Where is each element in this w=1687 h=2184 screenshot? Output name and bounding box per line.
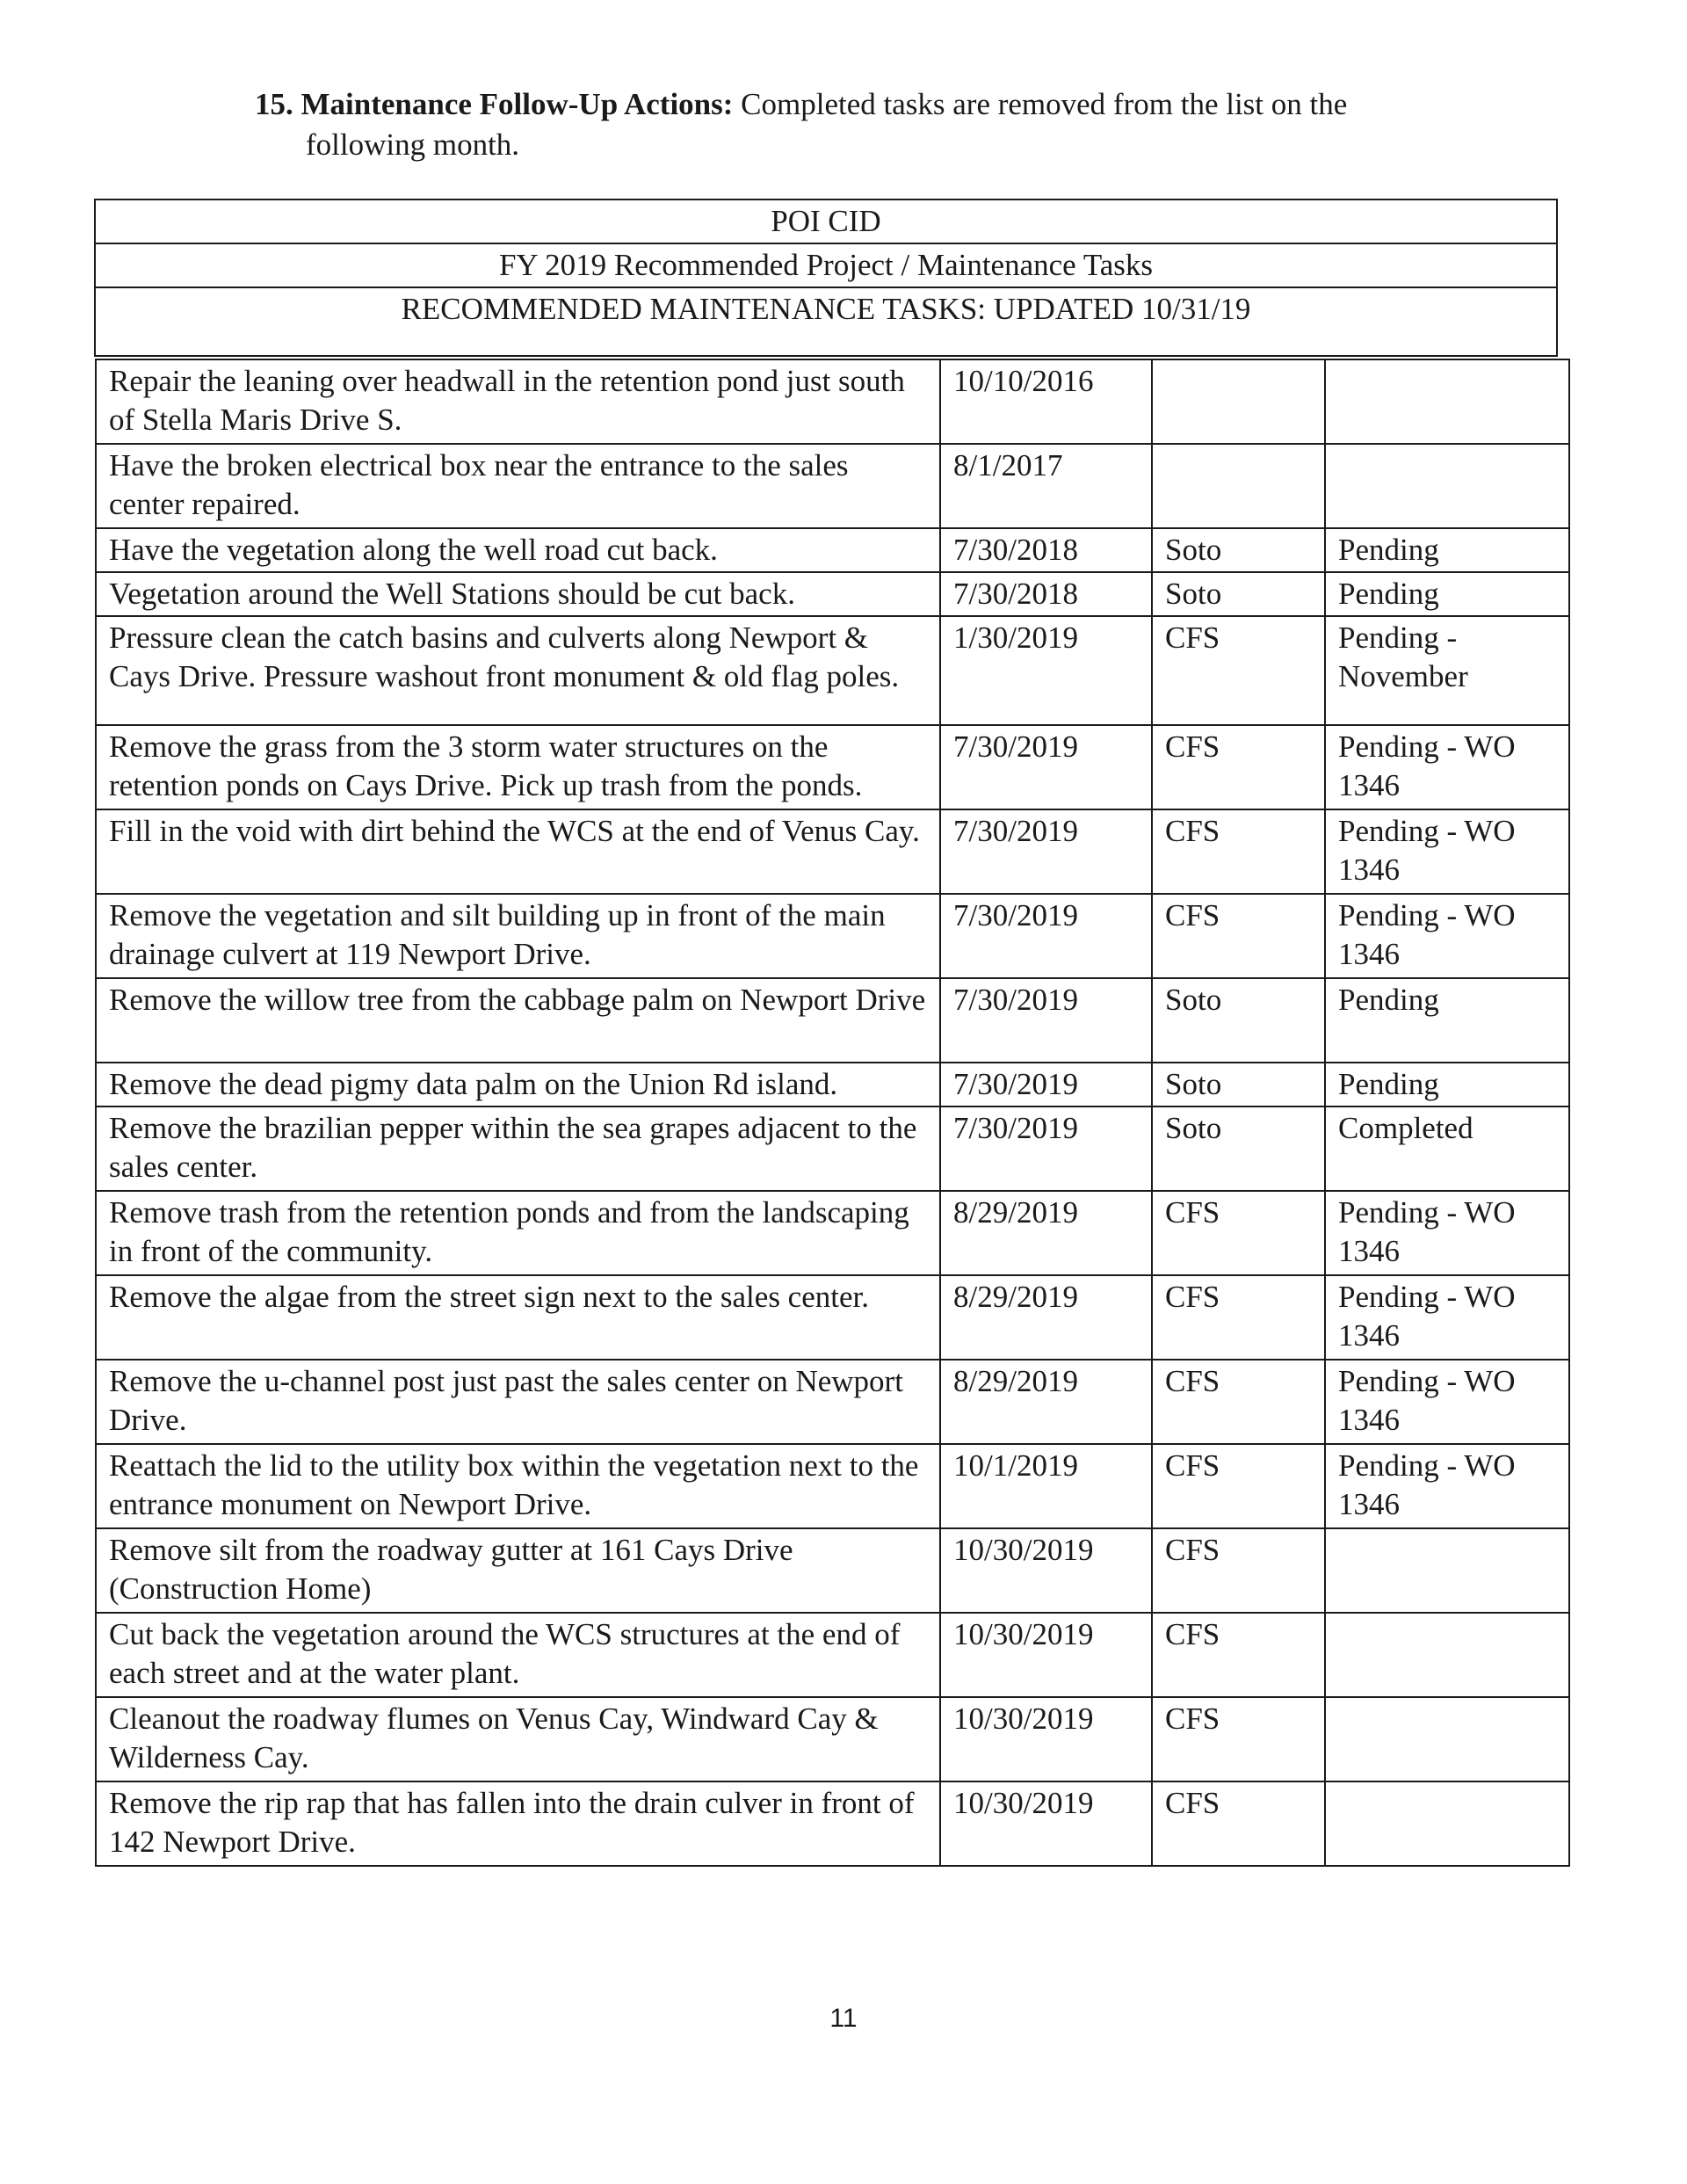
task-cell: Remove trash from the retention ponds and from the landscaping in front of the community.: [96, 1191, 940, 1275]
table-header-box: [94, 199, 1558, 357]
assigned-cell: CFS: [1152, 809, 1325, 894]
table-row: [96, 1275, 1569, 1360]
task-cell: Fill in the void with dirt behind the WCS at the end of Venus Cay.: [96, 809, 940, 894]
table-row: [96, 978, 1569, 1063]
status-cell: Pending - WO 1346: [1325, 1444, 1569, 1528]
section-title: 15. Maintenance Follow-Up Actions:: [255, 87, 734, 121]
assigned-cell: [1152, 359, 1325, 444]
assigned-cell: CFS: [1152, 1528, 1325, 1613]
date-cell: 7/30/2019: [940, 1107, 1152, 1191]
date-cell: 7/30/2019: [940, 725, 1152, 809]
assigned-cell: Soto: [1152, 1107, 1325, 1191]
assigned-cell: CFS: [1152, 1360, 1325, 1444]
date-cell: 7/30/2019: [940, 1063, 1152, 1107]
assigned-cell: Soto: [1152, 1063, 1325, 1107]
section-heading: [255, 84, 1502, 165]
assigned-cell: CFS: [1152, 1781, 1325, 1866]
table-row: [96, 444, 1569, 528]
task-cell: Have the broken electrical box near the entrance to the sales center repaired.: [96, 444, 940, 528]
date-cell: 10/30/2019: [940, 1528, 1152, 1613]
assigned-cell: CFS: [1152, 1613, 1325, 1697]
table-row: [96, 528, 1569, 572]
date-cell: 8/29/2019: [940, 1191, 1152, 1275]
status-cell: Pending - WO 1346: [1325, 725, 1569, 809]
task-cell: Cut back the vegetation around the WCS structures at the end of each street and at the water plant.: [96, 1613, 940, 1697]
task-cell: Repair the leaning over headwall in the retention pond just south of Stella Maris Drive S.: [96, 359, 940, 444]
table-row: [96, 894, 1569, 978]
table-row: [96, 725, 1569, 809]
assigned-cell: CFS: [1152, 1275, 1325, 1360]
date-cell: 10/30/2019: [940, 1613, 1152, 1697]
status-cell: Pending - WO 1346: [1325, 1275, 1569, 1360]
date-cell: 8/29/2019: [940, 1275, 1152, 1360]
status-cell: Pending - WO 1346: [1325, 1191, 1569, 1275]
date-cell: 1/30/2019: [940, 616, 1152, 725]
status-cell: Pending - November: [1325, 616, 1569, 725]
table-header-poi: POI CID: [96, 200, 1556, 244]
status-cell: [1325, 1781, 1569, 1866]
status-cell: [1325, 1528, 1569, 1613]
section-description: Completed tasks are removed from the list on the: [733, 87, 1348, 121]
date-cell: 7/30/2018: [940, 528, 1152, 572]
date-cell: 8/1/2017: [940, 444, 1152, 528]
status-cell: Pending: [1325, 572, 1569, 616]
status-cell: [1325, 359, 1569, 444]
assigned-cell: Soto: [1152, 978, 1325, 1063]
status-cell: Pending - WO 1346: [1325, 1360, 1569, 1444]
assigned-cell: Soto: [1152, 572, 1325, 616]
assigned-cell: CFS: [1152, 1697, 1325, 1781]
status-cell: Pending - WO 1346: [1325, 809, 1569, 894]
status-cell: Completed: [1325, 1107, 1569, 1191]
task-cell: Remove the rip rap that has fallen into the drain culver in front of 142 Newport Drive.: [96, 1781, 940, 1866]
table-header-updated: RECOMMENDED MAINTENANCE TASKS: UPDATED 10/31/19: [401, 292, 1251, 326]
date-cell: 10/30/2019: [940, 1697, 1152, 1781]
date-cell: 10/30/2019: [940, 1781, 1152, 1866]
task-cell: Remove the algae from the street sign next to the sales center.: [96, 1275, 940, 1360]
status-cell: Pending: [1325, 978, 1569, 1063]
section-description-continued: following month.: [306, 127, 520, 162]
assigned-cell: CFS: [1152, 894, 1325, 978]
assigned-cell: [1152, 444, 1325, 528]
task-cell: Remove the vegetation and silt building up in front of the main drainage culvert at 119 Newport Drive.: [96, 894, 940, 978]
assigned-cell: CFS: [1152, 725, 1325, 809]
task-cell: Remove the dead pigmy data palm on the Union Rd island.: [96, 1063, 940, 1107]
status-cell: Pending: [1325, 528, 1569, 572]
table-row: [96, 1107, 1569, 1191]
table-header-fy: FY 2019 Recommended Project / Maintenance Tasks: [96, 244, 1556, 288]
status-cell: [1325, 444, 1569, 528]
page-number: 11: [829, 2004, 858, 2033]
table-row: [96, 572, 1569, 616]
assigned-cell: CFS: [1152, 1444, 1325, 1528]
table-row: [96, 1063, 1569, 1107]
date-cell: 7/30/2019: [940, 978, 1152, 1063]
date-cell: 7/30/2018: [940, 572, 1152, 616]
date-cell: 7/30/2019: [940, 894, 1152, 978]
date-cell: 10/10/2016: [940, 359, 1152, 444]
table-row: [96, 1781, 1569, 1866]
date-cell: 10/1/2019: [940, 1444, 1152, 1528]
task-cell: Remove the brazilian pepper within the sea grapes adjacent to the sales center.: [96, 1107, 940, 1191]
table-row: [96, 1191, 1569, 1275]
assigned-cell: CFS: [1152, 1191, 1325, 1275]
table-row: [96, 1697, 1569, 1781]
task-cell: Pressure clean the catch basins and culverts along Newport & Cays Drive. Pressure washout front monument & old flag poles.: [96, 616, 940, 725]
status-cell: [1325, 1697, 1569, 1781]
status-cell: [1325, 1613, 1569, 1697]
status-cell: Pending - WO 1346: [1325, 894, 1569, 978]
task-cell: Remove the grass from the 3 storm water structures on the retention ponds on Cays Drive. Pick up trash from the ponds.: [96, 725, 940, 809]
task-cell: Reattach the lid to the utility box within the vegetation next to the entrance monument on Newport Drive.: [96, 1444, 940, 1528]
table-row: [96, 616, 1569, 725]
task-cell: Have the vegetation along the well road cut back.: [96, 528, 940, 572]
task-cell: Remove the u-channel post just past the sales center on Newport Drive.: [96, 1360, 940, 1444]
task-cell: Remove silt from the roadway gutter at 161 Cays Drive (Construction Home): [96, 1528, 940, 1613]
task-cell: Vegetation around the Well Stations should be cut back.: [96, 572, 940, 616]
table-row: [96, 1444, 1569, 1528]
date-cell: 8/29/2019: [940, 1360, 1152, 1444]
task-cell: Cleanout the roadway flumes on Venus Cay, Windward Cay & Wilderness Cay.: [96, 1697, 940, 1781]
status-cell: Pending: [1325, 1063, 1569, 1107]
assigned-cell: Soto: [1152, 528, 1325, 572]
assigned-cell: CFS: [1152, 616, 1325, 725]
maintenance-tasks-table: [95, 359, 1570, 1867]
date-cell: 7/30/2019: [940, 809, 1152, 894]
table-row: [96, 809, 1569, 894]
table-row: [96, 1613, 1569, 1697]
task-cell: Remove the willow tree from the cabbage palm on Newport Drive: [96, 978, 940, 1063]
table-row: [96, 1528, 1569, 1613]
table-row: [96, 359, 1569, 444]
table-row: [96, 1360, 1569, 1444]
